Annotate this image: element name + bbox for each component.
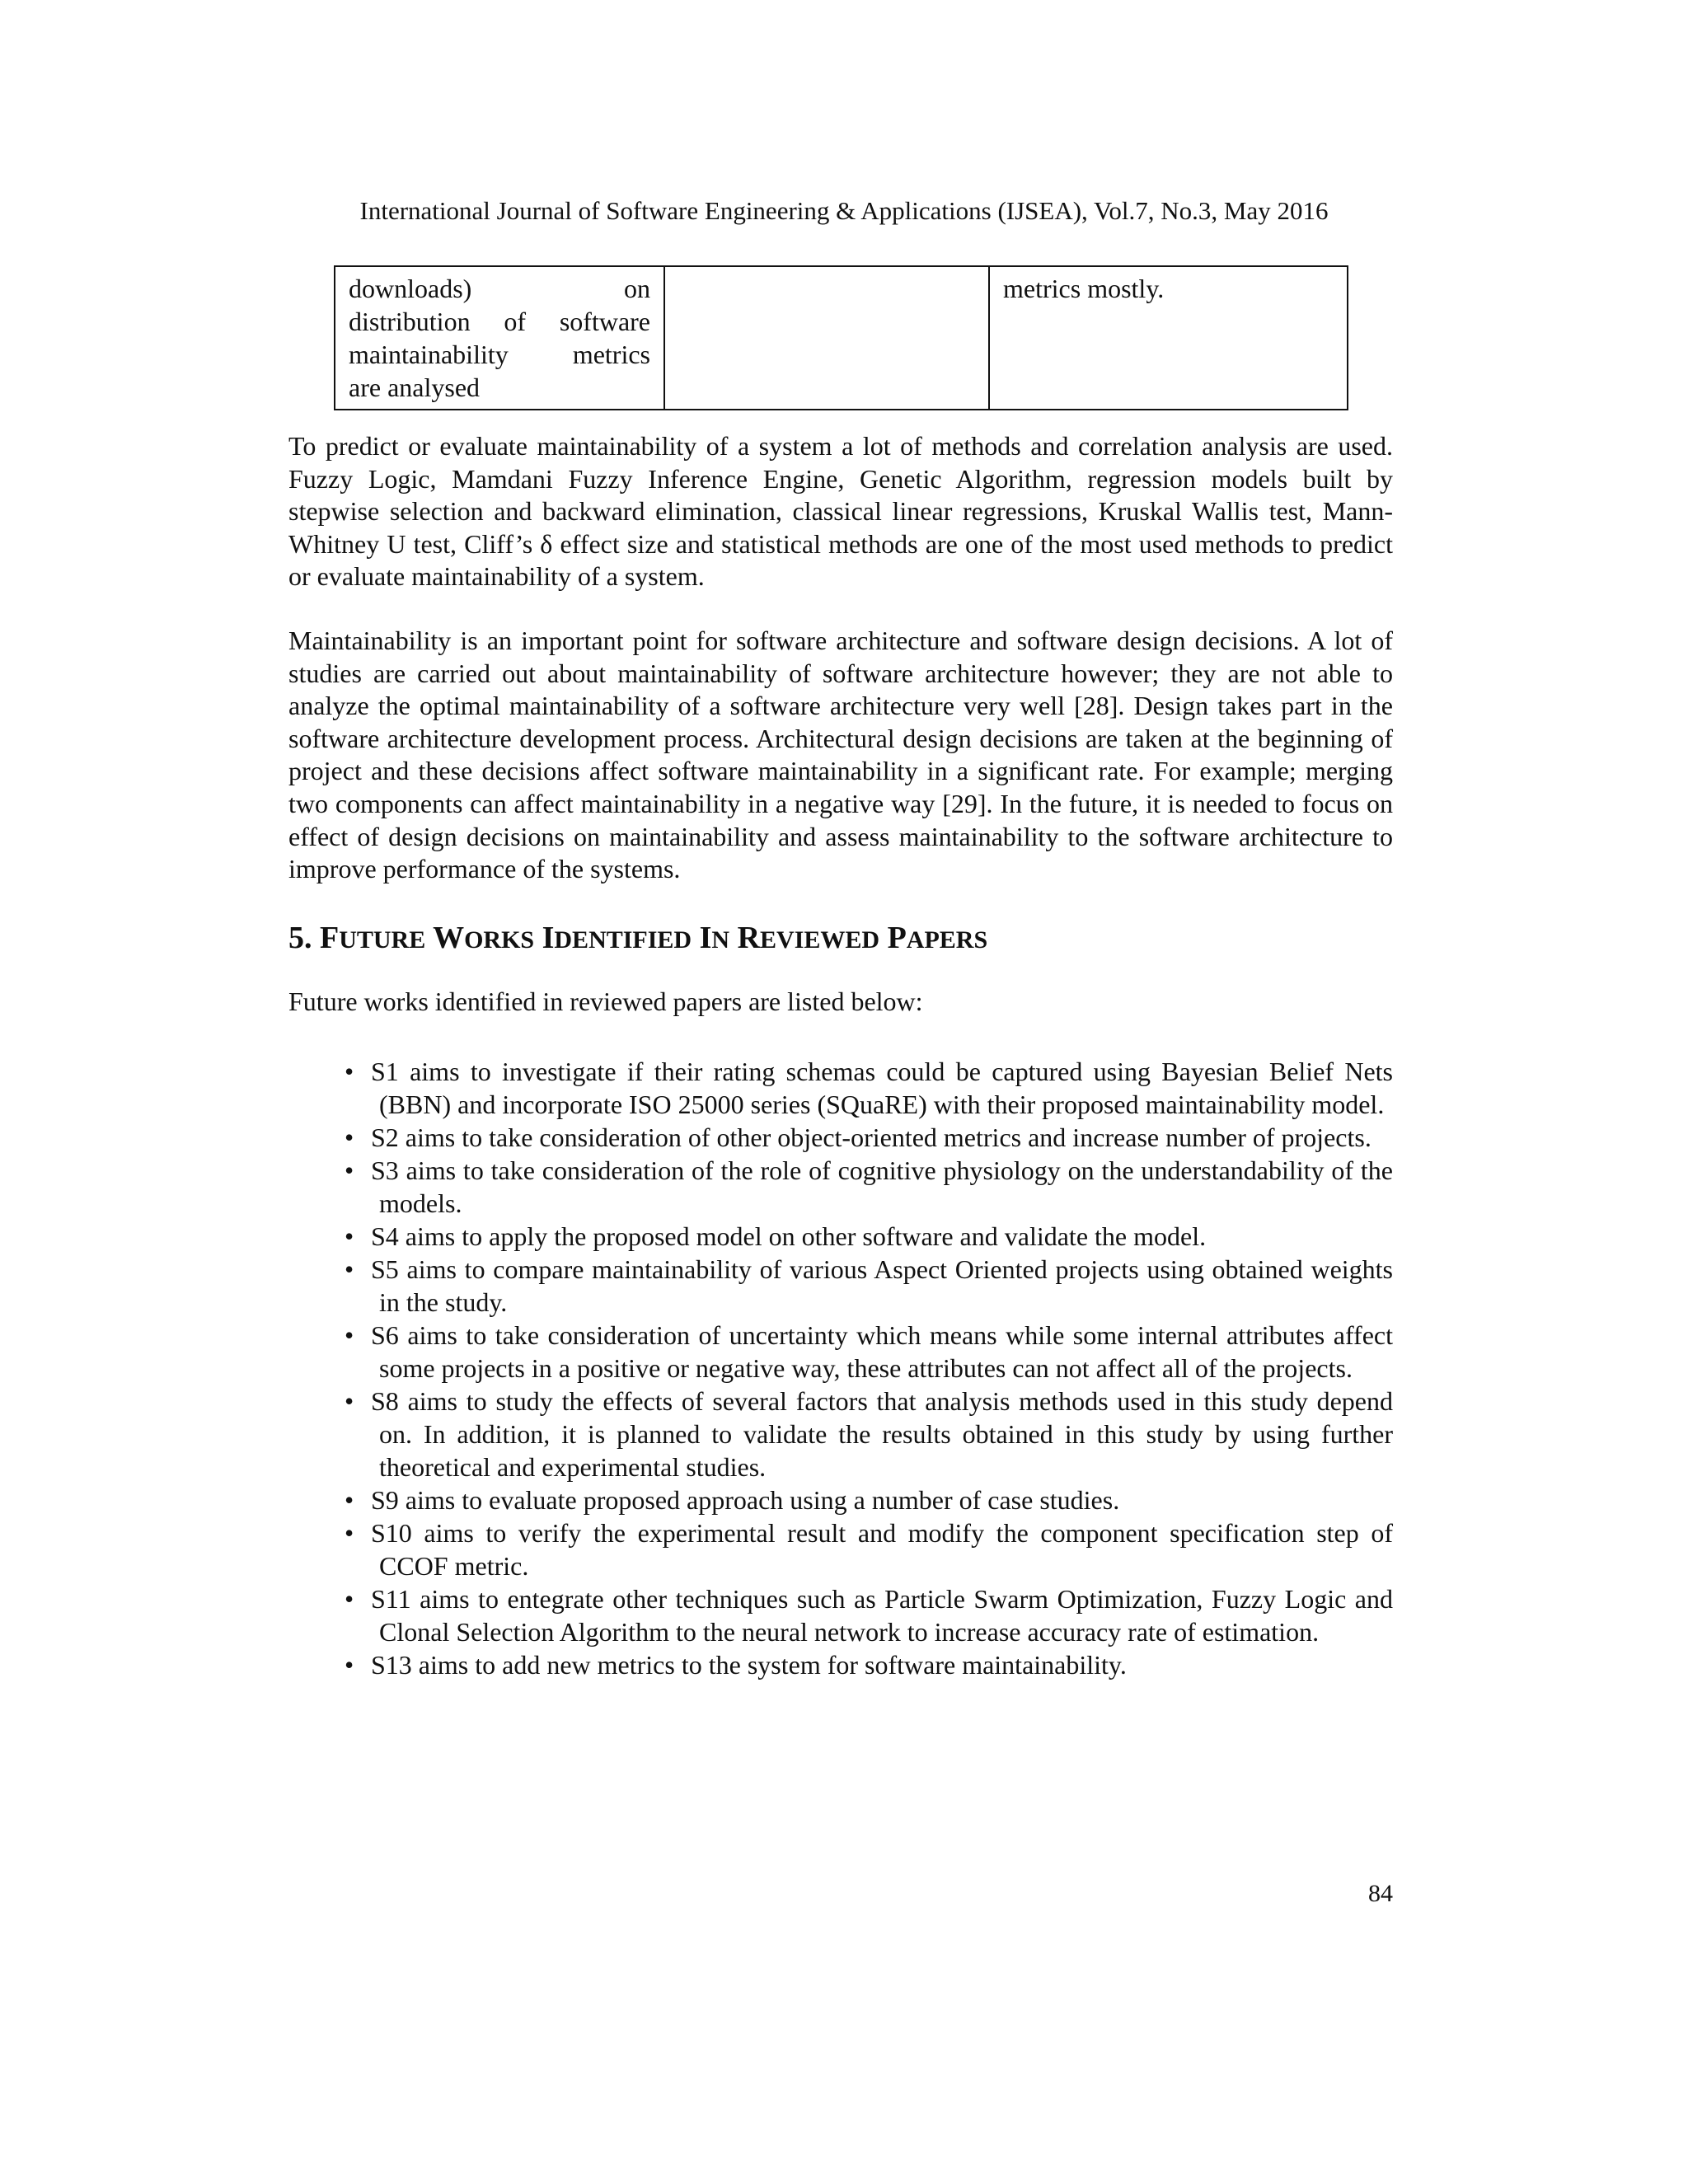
list-item-text: S6 aims to take consideration of uncertainty which means while some internal attributes affect some projects in a positive or negative way, these attributes can not affect all of the projects. — [371, 1320, 1393, 1383]
list-item — [288, 1648, 1393, 1681]
table-cell-line: maintainability metrics — [349, 340, 650, 369]
list-item-text: S11 aims to entegrate other techniques such as Particle Swarm Optimization, Fuzzy Logic and Clonal Selection Algorithm to the neural network to increase accuracy rate of estimation. — [371, 1584, 1393, 1647]
list-item-text: S2 aims to take consideration of other object-oriented metrics and increase number of projects. — [371, 1122, 1372, 1152]
table-cell-result: metrics mostly. — [989, 266, 1348, 410]
list-item — [288, 1220, 1393, 1253]
bullet-icon: • — [345, 1057, 354, 1086]
list-item-text: S5 aims to compare maintainability of various Aspect Oriented projects using obtained weights in the study. — [371, 1254, 1393, 1317]
running-head: International Journal of Software Engineering & Applications (IJSEA), Vol.7, No.3, May 2016 — [359, 196, 1329, 225]
paragraph-methods — [288, 430, 1393, 593]
bullet-icon: • — [345, 1386, 354, 1416]
bullet-icon: • — [345, 1650, 354, 1680]
page-number: 84 — [1368, 1880, 1393, 1907]
table-row — [335, 266, 1348, 410]
paragraph-text: To predict or evaluate maintainability of a system a lot of methods and correlation analysis are used. Fuzzy Logic, Mamdani Fuzzy Inference Engine, Genetic Algorithm, regression models built by stepwise selection and backward elimination, classical linear regressions, Kruskal Wallis test, Mann-Whitney U test, Cliff’s δ effect size and statistical methods are one of the most used methods to predict or evaluate maintainability of a system. — [288, 431, 1393, 592]
table-cell-description — [335, 266, 664, 410]
table-cell-line: are analysed — [349, 373, 481, 402]
bullet-icon: • — [345, 1155, 354, 1185]
list-item — [288, 1055, 1393, 1121]
paragraph-architecture — [288, 625, 1393, 886]
bullet-icon: • — [345, 1221, 354, 1251]
list-item-text: S3 aims to take consideration of the role of cognitive physiology on the understandability of the models. — [371, 1155, 1393, 1218]
list-item-text: S9 aims to evaluate proposed approach using a number of case studies. — [371, 1485, 1120, 1515]
list-item — [288, 1483, 1393, 1516]
bullet-icon: • — [345, 1584, 354, 1614]
list-item-text: S8 aims to study the effects of several factors that analysis methods used in this study depend on. In addition, it is planned to validate the results obtained in this study by using further theoretical and experimental studies. — [371, 1386, 1393, 1482]
table-cell-empty — [664, 266, 989, 410]
list-item — [288, 1516, 1393, 1582]
list-intro — [288, 986, 1393, 1019]
continued-table — [334, 265, 1348, 410]
section-heading — [288, 920, 987, 958]
table-cell-line: downloads) on — [349, 274, 650, 303]
list-item-text: S1 aims to investigate if their rating schemas could be captured using Bayesian Belief Nets (BBN) and incorporate ISO 25000 series (SQuaRE) with their proposed maintainability model. — [371, 1057, 1393, 1119]
list-item — [288, 1154, 1393, 1220]
list-item-text: S13 aims to add new metrics to the system for software maintainability. — [371, 1650, 1127, 1680]
list-item — [288, 1121, 1393, 1154]
bullet-icon: • — [345, 1320, 354, 1350]
list-item-text: S10 aims to verify the experimental result and modify the component specification step of CCOF metric. — [371, 1518, 1393, 1581]
list-item — [288, 1253, 1393, 1319]
list-item — [288, 1385, 1393, 1483]
bullet-icon: • — [345, 1254, 354, 1284]
bullet-icon: • — [345, 1518, 354, 1548]
list-item — [288, 1319, 1393, 1385]
bullet-icon: • — [345, 1485, 354, 1515]
list-intro-text: Future works identified in reviewed papers are listed below: — [288, 987, 923, 1016]
bullet-icon: • — [345, 1122, 354, 1152]
future-works-list — [288, 1055, 1393, 1681]
list-item — [288, 1582, 1393, 1648]
table-cell-line: distribution of software — [349, 307, 650, 336]
section-number: 5. — [288, 921, 312, 955]
section-title: FUTURE WORKS IDENTIFIED IN REVIEWED PAPERS — [320, 921, 988, 955]
list-item-text: S4 aims to apply the proposed model on other software and validate the model. — [371, 1221, 1207, 1251]
paragraph-text: Maintainability is an important point for software architecture and software design decisions. A lot of studies are carried out about maintainability of software architecture however; they are not able to analyze the optimal maintainability of a software architecture very well [28]. Design takes part in the software architecture development process. Architectural design decisions are taken at the beginning of project and these decisions affect software maintainability in a significant rate. For example; merging two components can affect maintainability in a negative way [29]. In the future, it is needed to focus on effect of design decisions on maintainability and assess maintainability to the software architecture to improve performance of the systems. — [288, 626, 1393, 884]
